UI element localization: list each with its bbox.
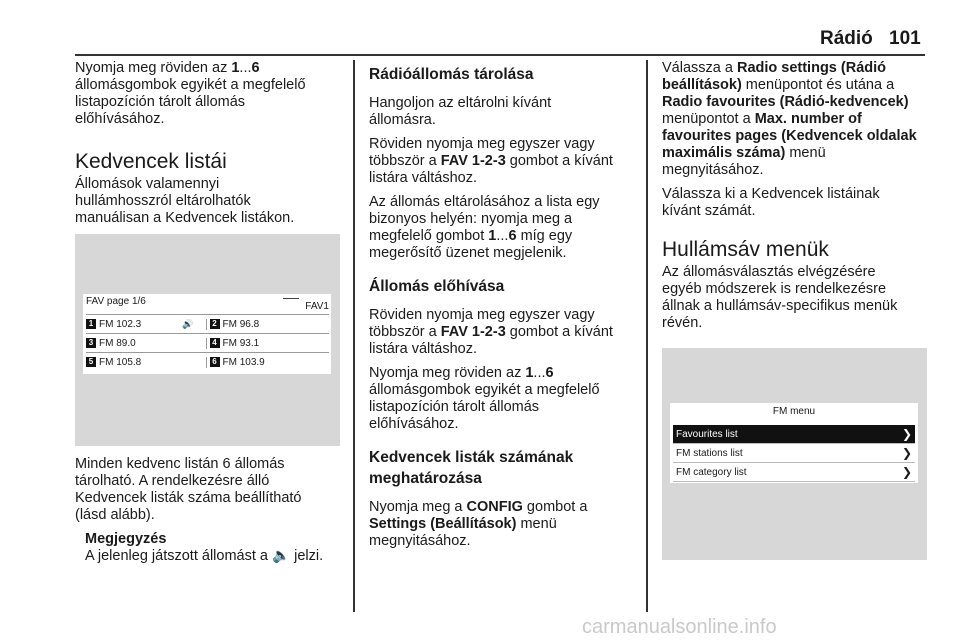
favourites-description: Állomások valamennyi hullámhosszról eltárolhatók manuálisan a Kedvencek listákon. <box>75 176 295 226</box>
chevron-right-icon: ❯ <box>901 465 912 479</box>
fm-menu-item-favourites[interactable]: Favourites list ❯ <box>673 425 915 444</box>
store-step-2: Röviden nyomja meg egyszer vagy többször a FAV 1-2-3 gombot a kívánt listára váltáshoz. <box>369 136 613 186</box>
column-1 <box>75 60 340 572</box>
fm-menu-item-category[interactable]: FM category list ❯ <box>673 463 915 482</box>
note-text: A jelenleg játszott állomást a 🔈 jelzi. <box>85 548 324 564</box>
column-2 <box>369 60 634 557</box>
fav-slot-2[interactable]: 2 FM 96.8 <box>206 319 330 330</box>
watermark: carmanualsonline.info <box>582 616 777 638</box>
fav-grid <box>86 314 329 371</box>
speaker-icon: 🔈 <box>272 548 291 564</box>
recall-station-heading: Állomás előhívása <box>369 278 505 295</box>
recall-step-2: Nyomja meg röviden az 1...6 állomásgombok egyikét a megfelelő listapozíción tárolt állomás előhívásához. <box>369 365 600 432</box>
section-title: Rádió <box>820 28 873 49</box>
fav-row <box>86 314 329 333</box>
fav-slot-6[interactable]: 6 FM 103.9 <box>206 357 330 368</box>
fav-row <box>86 333 329 352</box>
store-station-heading: Rádióállomás tárolása <box>369 66 534 83</box>
store-step-1: Hangoljon az eltárolni kívánt állomásra. <box>369 95 552 128</box>
fav-tab: FAV1 <box>305 301 329 312</box>
recall-step-1: Röviden nyomja meg egyszer vagy többször a FAV 1-2-3 gombot a kívánt listára váltáshoz. <box>369 307 613 357</box>
favourites-count-heading: Kedvencek listák számának meghatározása <box>369 449 574 487</box>
column-divider <box>646 60 648 612</box>
intro-paragraph: Nyomja meg röviden az 1...6 állomásgombok egyikét a megfelelő listapozíción tárolt állomás előhívásához. <box>75 60 306 127</box>
favourites-heading: Kedvencek listái <box>75 150 227 173</box>
chevron-right-icon: ❯ <box>901 427 912 441</box>
fm-menu-title: FM menu <box>772 406 816 417</box>
favourites-count-paragraph: Minden kedvenc listán 6 állomás tárolható. A rendelkezésre álló Kedvencek listák száma beállítható (lásd alább). <box>75 456 302 523</box>
fav-screen <box>83 294 331 374</box>
fm-menu-item-stations[interactable]: FM stations list ❯ <box>673 444 915 463</box>
band-menus-description: Az állomásválasztás elvégzésére egyéb módszerek is rendelkezésre állnak a hullámsáv-specifikus menük révén. <box>662 264 898 331</box>
fm-menu-screen <box>670 403 918 483</box>
config-step: Nyomja meg a CONFIG gombot a Settings (Beállítások) menü megnyitásához. <box>369 499 588 549</box>
fav-slot-4[interactable]: 4 FM 93.1 <box>206 338 330 349</box>
fav-screenshot <box>75 234 340 446</box>
column-divider <box>353 60 355 612</box>
fav-slot-5[interactable]: 5 FM 105.8 <box>86 357 206 368</box>
fav-page-title: FAV page 1/6 <box>86 296 146 307</box>
speaker-icon: 🔊 <box>182 318 194 329</box>
note-label: Megjegyzés <box>85 531 167 547</box>
fav-slot-1[interactable]: 1 FM 102.3 🔊 <box>86 319 206 330</box>
select-count-step: Válassza ki a Kedvencek listáinak kívánt számát. <box>662 186 880 219</box>
page-number: 101 <box>889 28 921 49</box>
fm-menu-screenshot <box>662 348 927 560</box>
band-menus-heading: Hullámsáv menük <box>662 238 829 261</box>
column-3 <box>662 60 927 560</box>
tab-divider <box>283 298 299 313</box>
store-step-3: Az állomás eltárolásához a lista egy bizonyos helyén: nyomja meg a megfelelő gombot 1...6 míg egy megerősítő üzenet megjelenik. <box>369 194 600 261</box>
fm-menu-list <box>673 425 915 482</box>
header-divider <box>75 54 925 56</box>
fav-slot-3[interactable]: 3 FM 89.0 <box>86 338 206 349</box>
settings-step: Válassza a Radio settings (Rádió beállítások) menüpontot és utána a Radio favourites (Rádió-kedvencek) menüpontot a Max. number of favourites pages (Kedvencek oldalak maximális száma) menü megnyitásához. <box>662 60 917 178</box>
fav-row <box>86 352 329 371</box>
chevron-right-icon: ❯ <box>901 446 912 460</box>
